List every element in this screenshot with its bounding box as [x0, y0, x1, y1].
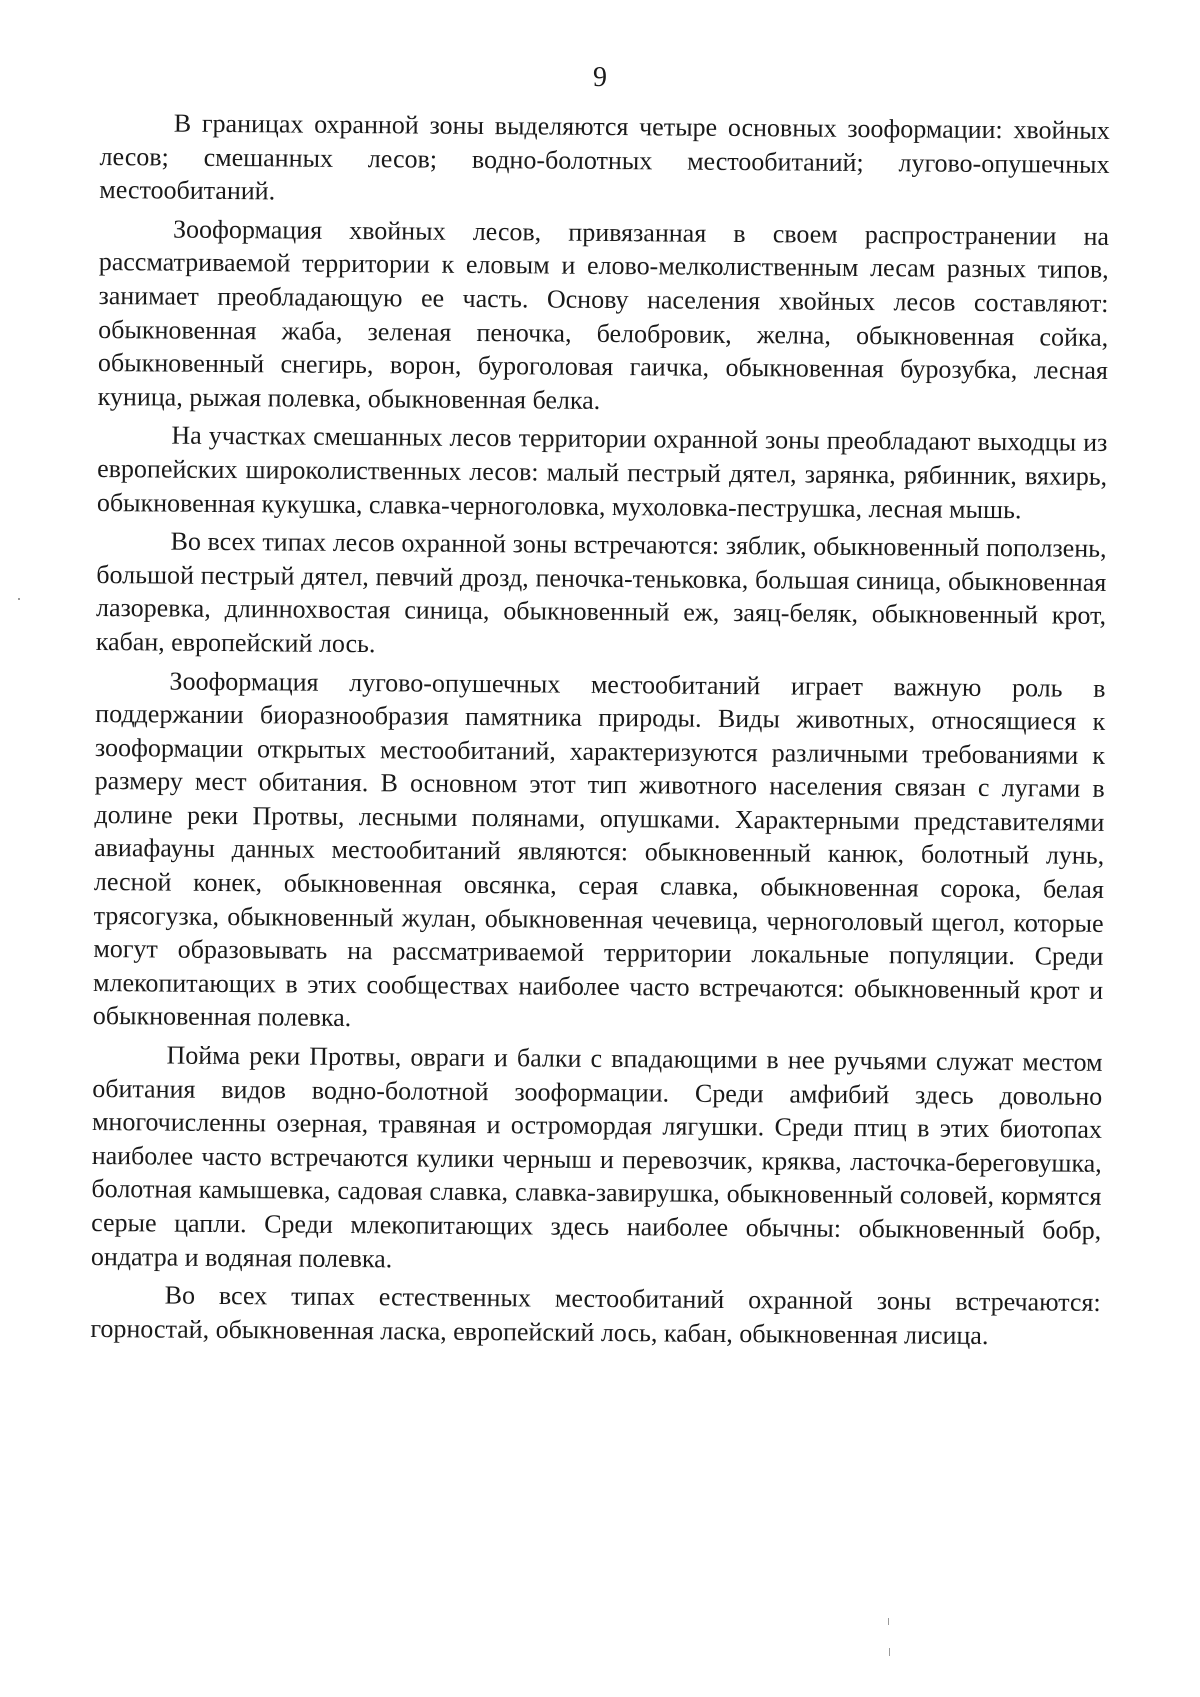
paragraph-coniferous-forests: Зооформация хвойных лесов, привязанная в своем распространении на рассматриваемой территории к еловым и елово-мелколиственным лесам разных типов, занимает преобладающую ее часть. Основу населения хвойных лесов составляют: обыкновенная жаба, зеленая пеночка, белобровик, желна, обыкновенная сойка, обыкновенный снегирь, ворон, буроголовая гаичка, обыкновенная бурозубка, лесная куница, рыжая полевка, обыкновенная белка. — [97, 214, 1110, 415]
paragraph-mixed-forests: На участках смешанных лесов территории охранной зоны преобладают выходцы из европейских широколиственных лесов: малый пестрый дятел, зарянка, рябинник, вяхирь, обыкновенная кукушка, славка-черноголовка, мухоловка-пеструшка, лесная мышь. — [96, 420, 1108, 524]
paragraph-all-forest-types: Во всех типах лесов охранной зоны встречаются: зяблик, обыкновенный поползень, большой пестрый дятел, певчий дрозд, пеночка-теньковка, большая синица, обыкновенная лазоревка, длиннохвостая синица, обыкновенный еж, заяц-беляк, обыкновенный крот, кабан, европейский лось. — [95, 526, 1107, 659]
paragraph-all-natural-habitats: Во всех типах естественных местообитаний охранной зоны встречаются: горностай, обыкновенная ласка, европейский лось, кабан, обыкновенная лисица. — [90, 1280, 1101, 1350]
paragraph-wetland-habitats: Пойма реки Протвы, овраги и балки с впадающими в нее ручьями служат местом обитания видов водно-болотной зооформации. Среди амфибий здесь довольно многочисленны озерная, травяная и остромордая лягушки. Среди птиц в этих биотопах наиболее часто встречаются кулики черныш и перевозчик, кряква, ласточка-береговушка, болотная камышевка, садовая славка, славка-завирушка, обыкновенный соловей, кормятся серые цапли. Среди млекопитающих здесь наиболее обычны: обыкновенный бобр, ондатра и водяная полевка. — [90, 1040, 1103, 1273]
scan-mark — [888, 1618, 889, 1625]
paragraph-zooformations-overview: В границах охранной зоны выделяются четыре основных зооформации: хвойных лесов; смешанных лесов; водно-болотных местообитаний; лугово-опушечных местообитаний. — [99, 108, 1110, 206]
document-body — [90, 106, 1110, 1353]
page-number: 9 — [593, 62, 607, 93]
paragraph-meadow-edge-habitats: Зооформация лугово-опушечных местообитаний играет важную роль в поддержании биоразнообразия памятника природы. Виды животных, относящиеся к зооформации открытых местообитаний, характеризуются различными требованиями к размеру мест обитания. В основном этот тип животного населения связан с лугами в долине реки Протвы, лесными полянами, опушками. Характерными представителями авиафауны данных местообитаний являются: обыкновенный канюк, болотный лунь, лесной конек, обыкновенная овсянка, серая славка, обыкновенная сорока, белая трясогузка, обыкновенный жулан, обыкновенная чечевица, черноголовый щегол, которые могут образовывать на рассматриваемой территории локальные популяции. Среди млекопитающих в этих сообществах наиболее часто встречаются: обыкновенный крот и обыкновенная полевка. — [92, 666, 1106, 1033]
scan-mark — [889, 1648, 890, 1656]
scan-speck — [18, 598, 20, 600]
